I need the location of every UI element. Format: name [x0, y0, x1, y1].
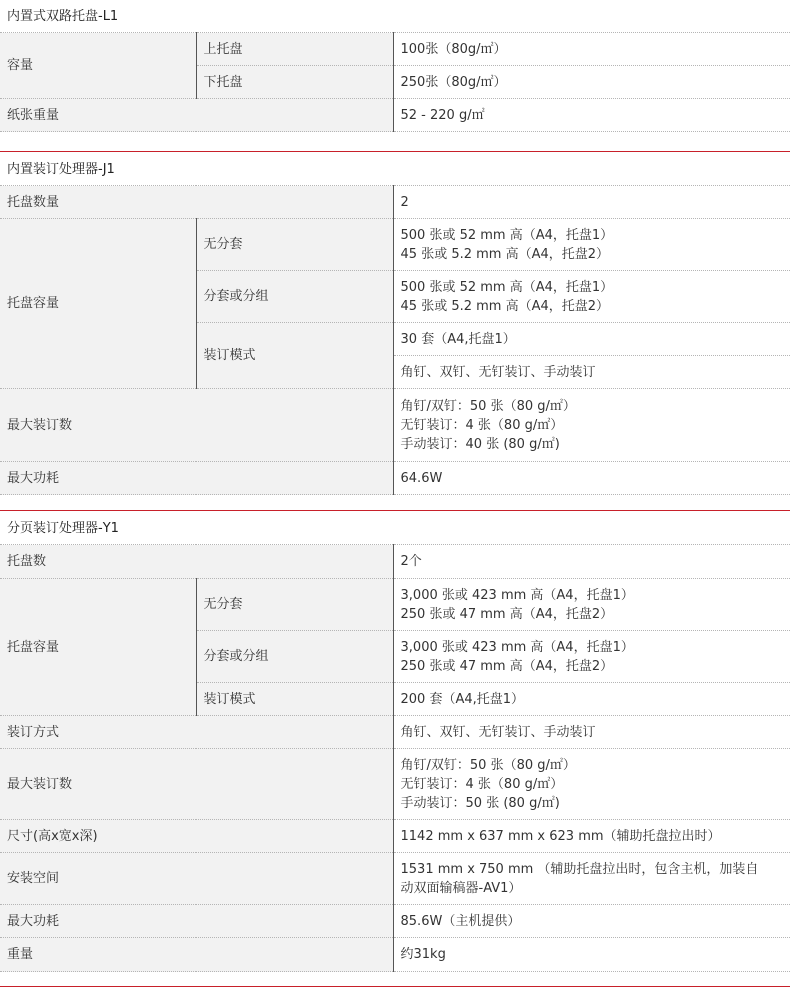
value-line: 52 - 220 g/㎡	[400, 107, 485, 123]
section-divider	[0, 986, 790, 987]
value-line: 500 张或 52 mm 高（A4，托盘1）	[400, 279, 614, 295]
section-divider	[0, 510, 790, 511]
row-value	[393, 853, 790, 905]
row-label: 最大装订数	[0, 749, 393, 820]
value-line: 1142 mm x 637 mm x 623 mm（辅助托盘拉出时）	[400, 828, 721, 844]
value-line: 角钉/双钉：50 张（80 g/㎡）	[400, 398, 576, 414]
value-line: 角钉、双钉、无钉装订、手动装订	[400, 364, 596, 380]
row-value	[393, 389, 790, 462]
row-value	[393, 545, 790, 579]
row-sublabel: 装订模式	[196, 323, 393, 389]
row-value	[393, 33, 790, 66]
row-sublabel: 分套或分组	[196, 631, 393, 683]
section-title-tray-l1: 内置式双路托盘-L1	[7, 9, 119, 24]
row-value	[393, 323, 790, 356]
row-value	[393, 905, 790, 938]
value-line: 250 张或 47 mm 高（A4，托盘2）	[400, 658, 614, 674]
value-line: 无钉装订：4 张（80 g/㎡）	[400, 417, 564, 433]
row-sublabel: 无分套	[196, 579, 393, 631]
table-row	[0, 33, 790, 66]
row-value	[393, 716, 790, 749]
table-row	[0, 716, 790, 749]
value-line: 无钉装订：4 张（80 g/㎡）	[400, 776, 564, 792]
value-line: 500 张或 52 mm 高（A4，托盘1）	[400, 227, 614, 243]
table-row	[0, 99, 790, 132]
value-line: 250 张或 47 mm 高（A4，托盘2）	[400, 606, 614, 622]
row-value	[393, 66, 790, 99]
value-line: 动双面输稿器-AV1）	[400, 880, 522, 896]
row-value	[393, 749, 790, 820]
value-line: 200 套（A4,托盘1）	[400, 691, 525, 707]
row-label: 托盘容量	[0, 579, 196, 716]
row-value	[393, 683, 790, 716]
row-value	[393, 938, 790, 972]
section-title-stapler-j1: 内置装订处理器-J1	[7, 162, 115, 177]
row-label: 托盘数	[0, 545, 393, 579]
row-label: 纸张重量	[0, 99, 393, 132]
table-row	[0, 749, 790, 820]
value-line: 45 张或 5.2 mm 高（A4，托盘2）	[400, 298, 610, 314]
value-line: 手动装订：40 张 (80 g/㎡)	[400, 436, 560, 452]
value-line: 手动装订：50 张 (80 g/㎡)	[400, 795, 560, 811]
row-value	[393, 631, 790, 683]
row-label: 重量	[0, 938, 393, 972]
row-sublabel: 下托盘	[196, 66, 393, 99]
value-line: 100张（80g/㎡）	[400, 41, 507, 57]
spec-table-finisher-y1	[0, 544, 790, 972]
value-line: 64.6W	[400, 470, 443, 486]
table-row	[0, 186, 790, 219]
row-label: 装订方式	[0, 716, 393, 749]
table-row	[0, 579, 790, 631]
row-value	[393, 579, 790, 631]
value-line: 45 张或 5.2 mm 高（A4，托盘2）	[400, 246, 610, 262]
value-line: 约31kg	[400, 947, 446, 962]
table-row	[0, 462, 790, 495]
row-sublabel: 上托盘	[196, 33, 393, 66]
row-sublabel: 分套或分组	[196, 271, 393, 323]
row-sublabel: 装订模式	[196, 683, 393, 716]
section-divider	[0, 151, 790, 152]
table-row	[0, 938, 790, 972]
value-line: 角钉/双钉：50 张（80 g/㎡）	[400, 757, 576, 773]
row-value	[393, 462, 790, 495]
row-label: 托盘容量	[0, 219, 196, 389]
table-row	[0, 905, 790, 938]
table-row	[0, 219, 790, 271]
value-line: 1531 mm x 750 mm （辅助托盘拉出时，包含主机，加装自	[400, 861, 759, 877]
row-sublabel: 无分套	[196, 219, 393, 271]
value-line: 85.6W（主机提供）	[400, 913, 521, 929]
value-line: 250张（80g/㎡）	[400, 74, 507, 90]
row-value	[393, 99, 790, 132]
row-value	[393, 271, 790, 323]
table-row	[0, 389, 790, 462]
table-row	[0, 820, 790, 853]
value-line: 2个	[400, 554, 422, 569]
row-label: 托盘数量	[0, 186, 393, 219]
section-title-finisher-y1: 分页装订处理器-Y1	[7, 521, 119, 536]
row-value	[393, 356, 790, 389]
value-line: 3,000 张或 423 mm 高（A4，托盘1）	[400, 639, 634, 655]
spec-table-stapler-j1	[0, 185, 790, 495]
row-value	[393, 219, 790, 271]
row-label: 最大功耗	[0, 462, 393, 495]
row-label: 最大装订数	[0, 389, 393, 462]
table-row	[0, 853, 790, 905]
row-label: 容量	[0, 33, 196, 99]
value-line: 角钉、双钉、无钉装订、手动装订	[400, 724, 596, 740]
value-line: 3,000 张或 423 mm 高（A4，托盘1）	[400, 587, 634, 603]
row-label: 尺寸(高x宽x深)	[0, 820, 393, 853]
value-line: 30 套（A4,托盘1）	[400, 331, 516, 347]
row-value	[393, 186, 790, 219]
spec-table-tray-l1	[0, 32, 790, 132]
row-label: 最大功耗	[0, 905, 393, 938]
row-value	[393, 820, 790, 853]
row-label: 安装空间	[0, 853, 393, 905]
table-row	[0, 545, 790, 579]
value-line: 2	[400, 194, 409, 210]
